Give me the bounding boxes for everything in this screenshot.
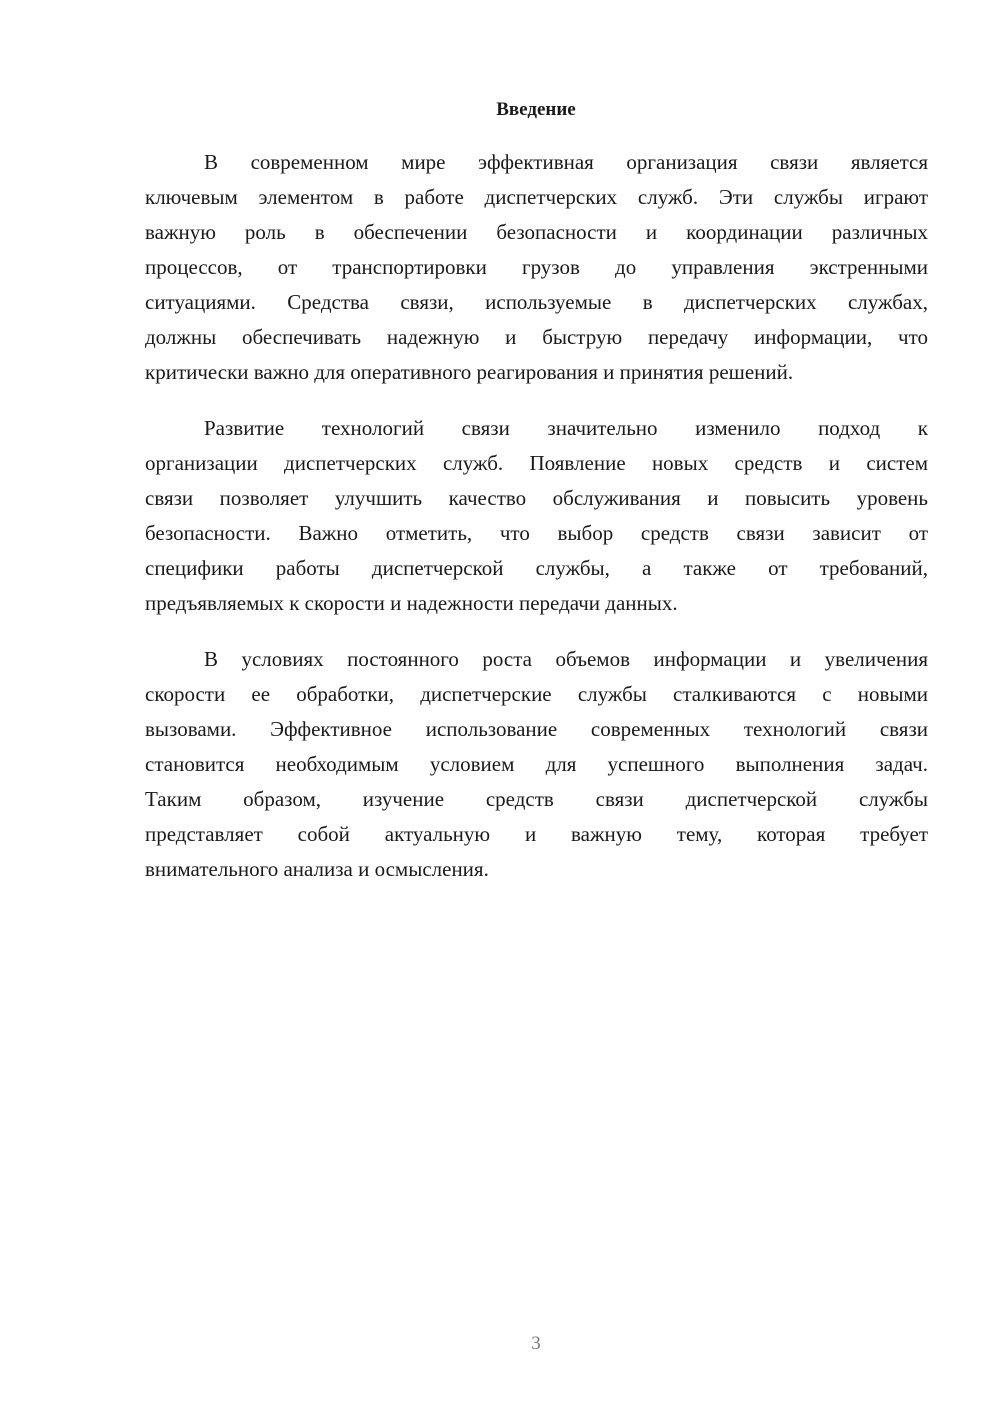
text-line: внимательного анализа и осмысления. <box>145 857 489 881</box>
text-line: Таким образом, изучение средств связи диспетчерской службы <box>145 787 928 811</box>
text-line: скорости ее обработки, диспетчерские службы сталкиваются с новыми <box>145 682 928 706</box>
text-line: вызовами. Эффективное использование современных технологий связи <box>145 717 928 741</box>
paragraph <box>145 642 928 887</box>
text-line: В современном мире эффективная организация связи является <box>204 150 928 174</box>
paragraph <box>145 145 928 390</box>
page-number: 3 <box>531 1333 541 1354</box>
text-line: критически важно для оперативного реагирования и принятия решений. <box>145 360 794 384</box>
text-line: Развитие технологий связи значительно изменило подход к <box>204 416 928 440</box>
text-line: процессов, от транспортировки грузов до управления экстренными <box>145 255 928 279</box>
text-line: связи позволяет улучшить качество обслуживания и повысить уровень <box>145 486 928 510</box>
text-line: представляет собой актуальную и важную тему, которая требует <box>145 822 928 846</box>
text-line: должны обеспечивать надежную и быструю передачу информации, что <box>145 325 928 349</box>
text-line: В условиях постоянного роста объемов информации и увеличения <box>204 647 928 671</box>
text-line: организации диспетчерских служб. Появление новых средств и систем <box>145 451 928 475</box>
text-line: безопасности. Важно отметить, что выбор средств связи зависит от <box>145 521 928 545</box>
text-line: ключевым элементом в работе диспетчерских служб. Эти службы играют <box>145 185 928 209</box>
text-line: важную роль в обеспечении безопасности и координации различных <box>145 220 928 244</box>
paragraph <box>145 411 928 621</box>
text-line: становится необходимым условием для успешного выполнения задач. <box>145 752 928 776</box>
text-line: предъявляемых к скорости и надежности передачи данных. <box>145 591 678 615</box>
text-line: ситуациями. Средства связи, используемые в диспетчерских службах, <box>145 290 928 314</box>
section-title: Введение <box>496 99 576 120</box>
body-text <box>145 145 928 908</box>
text-line: специфики работы диспетчерской службы, а также от требований, <box>145 556 928 580</box>
